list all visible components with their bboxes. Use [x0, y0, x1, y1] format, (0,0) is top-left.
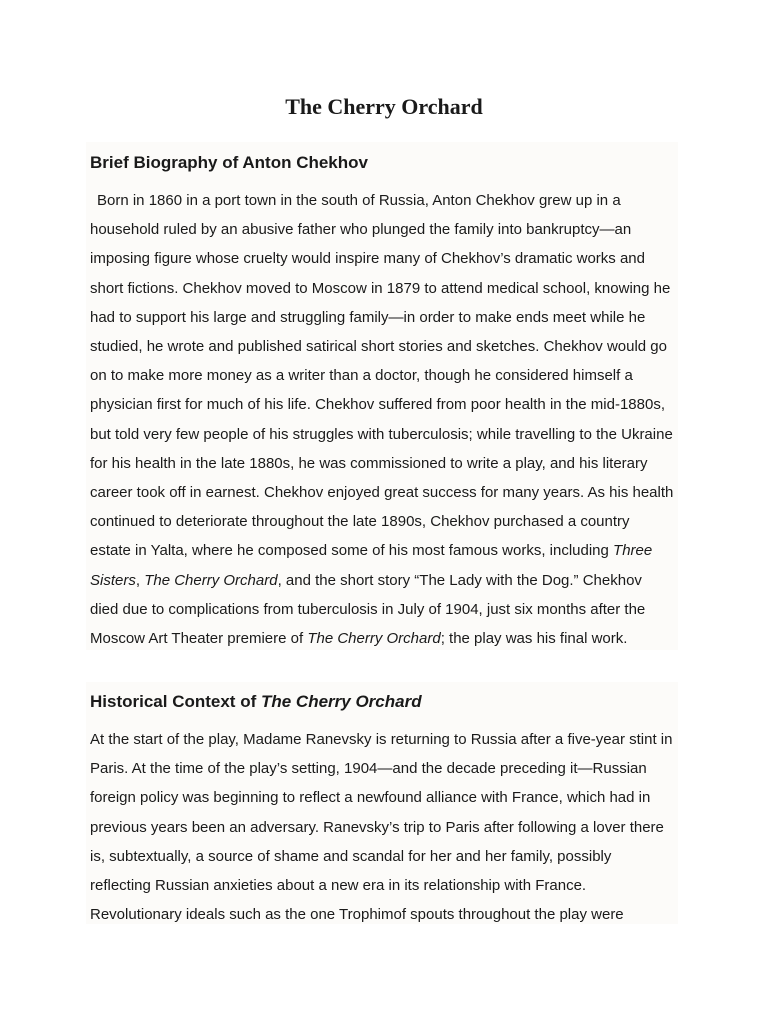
section-biography [86, 142, 678, 650]
text-run: , and the short story “The Lady with the Dog.” Chekhov died due to complications from tuberculosis in July of 1904, just six months after the Moscow Art Theater premiere of [90, 571, 646, 648]
text-run: Born in 1860 in a port town in the south of Russia, Anton Chekhov grew up in a household ruled by an abusive father who plunged the family into bankruptcy—an imposing figure whose cruelty would inspire many of Chekhov’s dramatic works and short fictions. Chekhov moved to Moscow in 1879 to attend medical school, knowing he had to support his large and struggling family—in order to make ends meet while he studied, he wrote and published satirical short stories and sketches. Chekhov would go on to make more money as a writer than a doctor, though he considered himself a physician first for much of his life. Chekhov suffered from poor health in the mid-1880s, but told very few people of his struggles with tuberculosis; while travelling to the Ukraine for his health in the late 1880s, he was commissioned to write a play, and his literary career took off in earnest. Chekhov enjoyed great success for many years. As his health continued to deteriorate throughout the late 1890s, Chekhov purchased a country estate in Yalta, where he composed some of his most famous works, including [90, 192, 674, 560]
italic-title: The Cherry Orchard [307, 630, 441, 648]
section-paragraph [90, 725, 674, 929]
section-heading: Brief Biography of Anton Chekhov [90, 153, 368, 172]
text-run: , [135, 571, 145, 589]
text-run: ; the play was his final work. [440, 630, 628, 648]
heading-italic-title: The Cherry Orchard [260, 692, 422, 711]
section-heading [90, 682, 674, 714]
italic-title: The Cherry Orchard [144, 571, 278, 589]
section-historical-context [86, 682, 678, 924]
heading-prefix: Historical Context of [90, 692, 261, 711]
document-title: The Cherry Orchard [285, 94, 483, 119]
text-run: At the start of the play, Madame Ranevsky is returning to Russia after a five-year stint in Paris. At the time of the play’s setting, 1904—and the decade preceding it—Russian foreign policy was beginning to reflect a newfound alliance with France, which had in previous years been an adversary. Ranevsky’s trip to Paris after following a lover there is, subtextually, a source of shame and scandal for her and her family, possibly reflecting Russian anxieties about a new era in its relationship with France. Revolutionary ideals such as the one Trophimof spouts throughout the play were [90, 731, 673, 924]
italic-title: Three Sisters [90, 542, 653, 589]
section-paragraph [90, 186, 674, 653]
